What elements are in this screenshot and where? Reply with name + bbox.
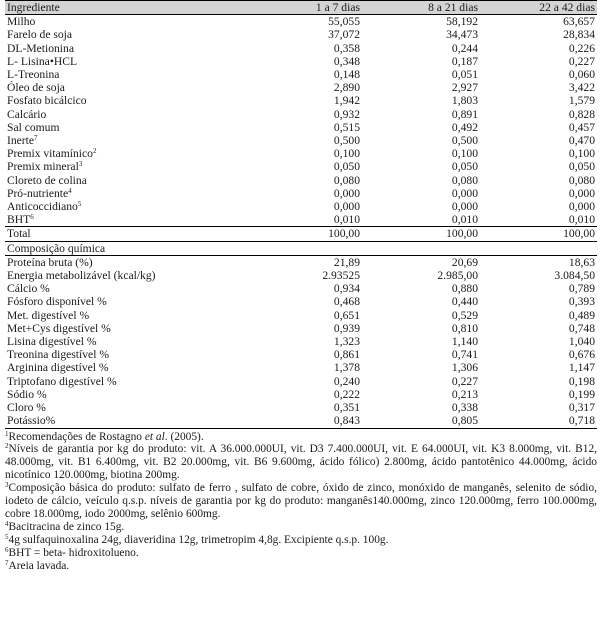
table-row	[5, 213, 597, 227]
table-row	[5, 388, 597, 401]
row-value: 1,040	[568, 335, 595, 349]
row-label: Triptofano digestível %	[7, 374, 117, 388]
footnote-4: $^4$Bacitracina de zinco 15g.	[5, 519, 125, 533]
row-value: 0,226	[568, 41, 595, 55]
table-row	[5, 269, 597, 282]
row-value: 0,000	[451, 186, 478, 200]
table-row	[5, 55, 597, 68]
row-label: Milho	[7, 15, 36, 29]
row-value: 63,657	[563, 15, 595, 29]
row-value: 0,000	[451, 200, 478, 214]
row-value: 0,741	[451, 348, 478, 362]
row-value: 0,489	[568, 308, 595, 322]
row-value: 0,000	[568, 200, 595, 214]
row-value: 0,500	[451, 134, 478, 148]
row-value: 0,060	[568, 68, 595, 82]
table-row	[5, 361, 597, 374]
table-row	[5, 134, 597, 147]
row-value: 0,348	[333, 54, 360, 68]
row-value: 0,080	[451, 173, 478, 187]
row-value: 0,199	[568, 387, 595, 401]
row-value: 0,492	[451, 120, 478, 134]
row-value: 0,676	[568, 348, 595, 362]
row-value: 0,187	[451, 54, 478, 68]
row-value: 0,932	[333, 107, 360, 121]
row-value: 34,473	[446, 28, 478, 42]
row-value: 1,579	[568, 94, 595, 108]
row-label: Farelo de soja	[7, 28, 73, 42]
row-value: 0,828	[568, 107, 595, 121]
row-value: 0,080	[333, 173, 360, 187]
row-value: 0,227	[568, 54, 595, 68]
row-value: 3.084,50	[554, 269, 595, 283]
row-value: 1,378	[333, 361, 360, 375]
table-row	[5, 187, 597, 200]
row-value: 0,805	[451, 414, 478, 428]
table-row	[5, 42, 597, 55]
row-value: 0,843	[333, 414, 360, 428]
table-row	[5, 15, 597, 29]
row-label: DL-Metionina	[7, 41, 74, 55]
row-value: 0,244	[451, 41, 478, 55]
row-label: Potássio%	[7, 414, 56, 428]
row-value: 0,213	[451, 387, 478, 401]
row-value: 0,500	[333, 134, 360, 148]
row-label: Premix vitamínico$^2$	[7, 147, 97, 161]
row-value: 0,861	[333, 348, 360, 362]
table-row	[5, 309, 597, 322]
total-value: 100,00	[446, 227, 478, 241]
header-phase-3: 22 a 42 dias	[539, 1, 595, 14]
table-row	[5, 108, 597, 121]
header-ingredient: Ingrediente	[7, 1, 60, 14]
composition-title: Composição química	[5, 241, 597, 255]
total-row	[5, 227, 597, 241]
table-row	[5, 401, 597, 414]
row-value: 18,63	[568, 255, 595, 269]
row-label: Premix mineral$^3$	[7, 160, 83, 174]
row-value: 0,718	[568, 414, 595, 428]
footnote-1: $^1$Recomendações de Rostagno et al. (2005).	[5, 429, 204, 443]
table-header	[5, 1, 597, 15]
table-row	[5, 282, 597, 295]
row-label: Fósforo disponível %	[7, 295, 107, 309]
row-label: Fosfato bicálcico	[7, 94, 87, 108]
row-value: 0,227	[451, 374, 478, 388]
row-value: 0,050	[451, 160, 478, 174]
row-value: 0,939	[333, 321, 360, 335]
diet-composition-table	[5, 0, 597, 429]
footnote-3: $^3$Composição básica do produto: sulfato de ferro , sulfato de cobre, óxido de zinco, monóxido de manganês, selenito de sódio, iodeto de cálcio, veículo q.s.p. níveis de garantia por kg do produto: manganês140.000mg, zinco 120.000mg, ferro 100.000mg, cobre 18.000mg, iodo 2000mg, selênio 600mg.	[5, 481, 597, 520]
table-row	[5, 68, 597, 81]
table-row	[5, 147, 597, 160]
row-value: 0,010	[451, 213, 478, 227]
row-value: 1,306	[451, 361, 478, 375]
row-value: 2.93525	[322, 269, 360, 283]
row-label: Met. digestível %	[7, 308, 90, 322]
footnote-5: $^5$4g sulfaquinoxalina 24g, diaveridina 12g, trimetropim 4,8g. Excipiente q.s.p. 100g.	[5, 532, 389, 546]
row-value: 0,100	[568, 147, 595, 161]
header-phase-2: 8 a 21 dias	[428, 1, 478, 14]
row-value: 1,323	[333, 335, 360, 349]
document-page	[5, 0, 597, 572]
table-row	[5, 28, 597, 41]
row-value: 1,140	[451, 335, 478, 349]
row-label: Treonina digestível %	[7, 348, 109, 362]
row-value: 0,393	[568, 295, 595, 309]
footnote-6: $^6$BHT = beta- hidroxitolueno.	[5, 545, 139, 559]
row-value: 3,422	[568, 81, 595, 95]
row-value: 0,529	[451, 308, 478, 322]
row-value: 0,240	[333, 374, 360, 388]
table-row	[5, 121, 597, 134]
row-label: Sódio %	[7, 387, 47, 401]
row-value: 0,010	[333, 213, 360, 227]
total-value: 100,00	[563, 227, 595, 241]
row-label: L- Lisina•HCL	[7, 54, 78, 68]
composition-body	[5, 255, 597, 428]
row-label: Inerte$^7$	[7, 134, 38, 148]
table-row	[5, 322, 597, 335]
row-value: 0,351	[333, 401, 360, 415]
footnote-2: $^2$Níveis de garantia por kg do produto: vit. A 36.000.000UI, vit. D3 7.400.000UI, vit. E 64.000UI, vit. K3 8.000mg, vit. B12, 48.000mg, vit. B1 6.400mg, vit. B2 20.000mg, vit. B6 9.600mg, ácido fólico) 2.800mg, ácido pantotênico 44.000mg, ácido nicotínico 120.000mg, biotina 200mg.	[5, 442, 597, 482]
row-value: 0,470	[568, 134, 595, 148]
row-value: 55,055	[328, 15, 360, 29]
row-value: 0,457	[568, 120, 595, 134]
row-label: Energia metabolizável (kcal/kg)	[7, 269, 156, 283]
header-phase-1: 1 a 7 dias	[315, 1, 360, 14]
table-row	[5, 375, 597, 388]
row-value: 0,010	[568, 213, 595, 227]
total-body	[5, 227, 597, 255]
row-value: 21,89	[333, 255, 360, 269]
row-value: 0,051	[451, 68, 478, 82]
row-label: Óleo de soja	[7, 81, 65, 95]
row-value: 0,222	[333, 387, 360, 401]
row-value: 0,810	[451, 321, 478, 335]
footnotes	[5, 431, 597, 573]
row-label: L-Treonina	[7, 68, 60, 82]
row-label: Anticoccidiano$^5$	[7, 200, 82, 214]
row-value: 20,69	[451, 255, 478, 269]
row-label: Cloro %	[7, 401, 46, 415]
row-value: 0,050	[333, 160, 360, 174]
row-value: 28,834	[563, 28, 595, 42]
total-value: 100,00	[328, 227, 360, 241]
row-value: 0,515	[333, 120, 360, 134]
row-value: 0,358	[333, 41, 360, 55]
row-value: 1,942	[333, 94, 360, 108]
row-label: Lisina digestível %	[7, 335, 97, 349]
row-value: 0,148	[333, 68, 360, 82]
table-row	[5, 295, 597, 308]
row-value: 0,100	[451, 147, 478, 161]
row-value: 58,192	[446, 15, 478, 29]
table-row	[5, 174, 597, 187]
row-value: 0,000	[568, 186, 595, 200]
row-value: 1,147	[568, 361, 595, 375]
table-row	[5, 255, 597, 269]
row-label: Sal comum	[7, 120, 60, 134]
row-value: 0,651	[333, 308, 360, 322]
row-value: 0,891	[451, 107, 478, 121]
row-value: 2.985,00	[437, 269, 478, 283]
row-value: 0,050	[568, 160, 595, 174]
row-label: Cálcio %	[7, 282, 50, 296]
table-row	[5, 414, 597, 428]
row-value: 0,100	[333, 147, 360, 161]
composition-section-row	[5, 241, 597, 255]
row-label: BHT$^6$	[7, 213, 34, 227]
total-label: Total	[7, 227, 31, 241]
row-value: 0,748	[568, 321, 595, 335]
row-value: 0,000	[333, 200, 360, 214]
row-value: 0,317	[568, 401, 595, 415]
ingredients-body	[5, 15, 597, 227]
row-value: 2,927	[451, 81, 478, 95]
row-label: Arginina digestível %	[7, 361, 109, 375]
row-value: 0,080	[568, 173, 595, 187]
row-value: 0,440	[451, 295, 478, 309]
row-value: 0,468	[333, 295, 360, 309]
row-value: 0,789	[568, 282, 595, 296]
table-row	[5, 335, 597, 348]
row-value: 37,072	[328, 28, 360, 42]
table-row	[5, 348, 597, 361]
row-value: 0,198	[568, 374, 595, 388]
row-value: 0,880	[451, 282, 478, 296]
table-row	[5, 160, 597, 173]
table-row	[5, 200, 597, 213]
row-label: Proteína bruta (%)	[7, 255, 93, 269]
row-value: 1,803	[451, 94, 478, 108]
row-value: 0,000	[333, 186, 360, 200]
row-value: 0,934	[333, 282, 360, 296]
row-label: Calcário	[7, 107, 47, 121]
row-label: Cloreto de colina	[7, 173, 87, 187]
row-label: Pró-nutriente$^4$	[7, 186, 72, 200]
row-value: 2,890	[333, 81, 360, 95]
table-row	[5, 81, 597, 94]
row-value: 0,338	[451, 401, 478, 415]
row-label: Met+Cys digestível %	[7, 321, 111, 335]
table-row	[5, 94, 597, 107]
footnote-7: $^7$Areia lavada.	[5, 558, 70, 572]
